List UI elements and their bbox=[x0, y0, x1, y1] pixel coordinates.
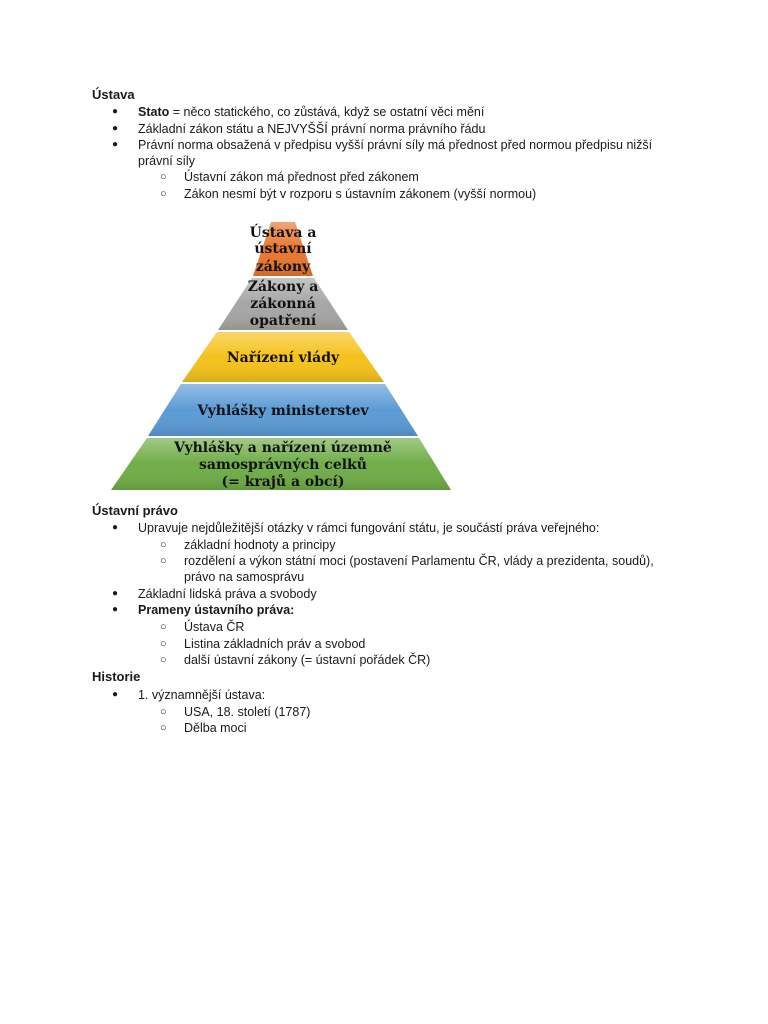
sub-list-item: Listina základních práv a svobod bbox=[184, 637, 366, 651]
sub-bullet: ○ bbox=[160, 539, 167, 551]
list-item: 1. významnější ústava: bbox=[138, 688, 266, 702]
sub-list-item: další ústavní zákony (= ústavní pořádek ČR) bbox=[184, 653, 431, 667]
sub-list-item: rozdělení a výkon státní moci (postavení Parlamentu ČR, vlády a prezidenta, soudů), bbox=[184, 554, 654, 568]
bullet: ● bbox=[112, 588, 119, 599]
sub-bullet: ○ bbox=[160, 621, 167, 633]
list-item-bold: Prameny ústavního práva: bbox=[138, 603, 295, 617]
sub-bullet: ○ bbox=[160, 638, 167, 650]
list-item: Základní lidská práva a svobody bbox=[138, 587, 317, 601]
pyramid-level-5-line2: samosprávných celků bbox=[199, 457, 367, 473]
bold-term: Stato bbox=[138, 105, 170, 119]
sub-list-item: Dělba moci bbox=[184, 721, 247, 735]
sub-bullet: ○ bbox=[160, 654, 167, 666]
pyramid-level-1-line2: ústavní bbox=[254, 241, 312, 257]
sub-bullet: ○ bbox=[160, 171, 167, 183]
sub-list-item: Ústava ČR bbox=[184, 620, 245, 634]
pyramid-level-5-line3: (= krajů a obcí) bbox=[221, 474, 345, 490]
bullet: ● bbox=[112, 522, 119, 533]
sub-bullet: ○ bbox=[160, 555, 167, 567]
bullet: ● bbox=[112, 139, 119, 150]
sub-list-item: Zákon nesmí být v rozporu s ústavním zákonem (vyšší normou) bbox=[184, 187, 537, 201]
sub-list-item: USA, 18. století (1787) bbox=[184, 705, 311, 719]
list-item: Upravuje nejdůležitější otázky v rámci fungování státu, je součástí práva veřejného: bbox=[138, 521, 600, 535]
sub-list-item: Ústavní zákon má přednost před zákonem bbox=[184, 170, 419, 184]
heading-ustavni-pravo: Ústavní právo bbox=[92, 503, 178, 518]
pyramid-level-1-line1: Ústava a bbox=[249, 225, 317, 241]
pyramid-level-2-line2: zákonná bbox=[250, 296, 316, 312]
pyramid-level-5-line1: Vyhlášky a nařízení územně bbox=[174, 440, 392, 456]
list-item-stato bbox=[138, 104, 484, 120]
sub-list-item-continued: právo na samosprávu bbox=[184, 570, 305, 584]
list-item-line1: Právní norma obsažená v předpisu vyšší právní síly má přednost před normou předpisu nižší bbox=[138, 138, 653, 152]
legal-hierarchy-pyramid bbox=[108, 218, 458, 498]
bullet: ● bbox=[112, 604, 119, 615]
pyramid-level-2-line3: opatření bbox=[249, 313, 317, 329]
bullet: ● bbox=[112, 689, 119, 700]
list-item-line2: právní síly bbox=[138, 154, 195, 168]
heading-historie: Historie bbox=[92, 669, 141, 684]
pyramid-level-1-line3: zákony bbox=[255, 259, 311, 275]
sub-bullet: ○ bbox=[160, 706, 167, 718]
sub-bullet: ○ bbox=[160, 188, 167, 200]
pyramid-level-3-label: Nařízení vlády bbox=[226, 350, 340, 366]
bullet: ● bbox=[112, 123, 119, 134]
bullet: ● bbox=[112, 106, 119, 117]
pyramid-level-4-label: Vyhlášky ministerstev bbox=[197, 403, 369, 419]
sub-list-item: základní hodnoty a principy bbox=[184, 538, 336, 552]
pyramid-level-2-line1: Zákony a bbox=[247, 279, 319, 295]
list-item-text: = něco statického, co zůstává, když se ostatní věci mění bbox=[169, 105, 485, 119]
heading-ustava: Ústava bbox=[92, 87, 135, 102]
list-item: Základní zákon státu a NEJVYŠŠÍ právní norma právního řádu bbox=[138, 122, 486, 136]
sub-bullet: ○ bbox=[160, 722, 167, 734]
